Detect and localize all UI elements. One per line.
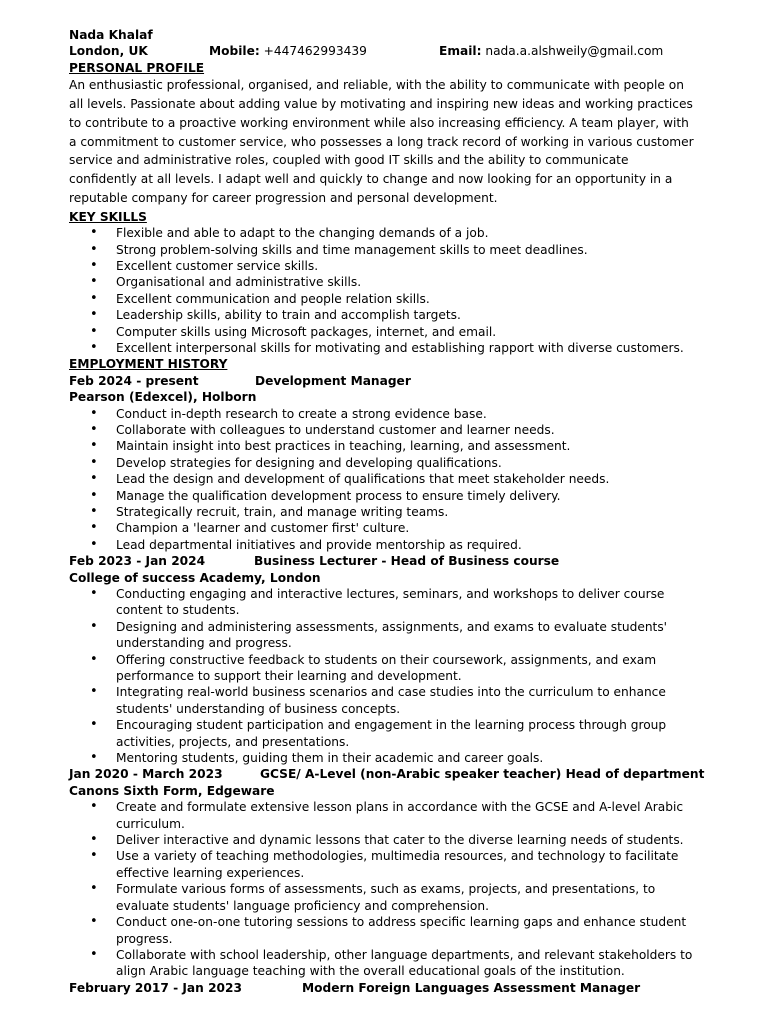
cv-document bbox=[69, 27, 705, 996]
job-title: GCSE/ A-Level (non-Arabic speaker teacher) Head of department bbox=[260, 767, 705, 782]
list-item: • Integrating real-world business scenarios and case studies into the curriculum to enhance students' understanding of business concepts. bbox=[69, 684, 699, 717]
email bbox=[439, 43, 663, 59]
list-item: • Formulate various forms of assessments, such as exams, projects, and presentations, to evaluate students' language proficiency and comprehension. bbox=[69, 881, 699, 914]
list-item: • Excellent customer service skills. bbox=[69, 258, 699, 274]
list-item: • Conduct in-depth research to create a strong evidence base. bbox=[69, 406, 699, 422]
list-item: • Strategically recruit, train, and manage writing teams. bbox=[69, 504, 699, 520]
list-item: • Develop strategies for designing and developing qualifications. bbox=[69, 455, 699, 471]
list-item: • Create and formulate extensive lesson plans in accordance with the GCSE and A-level Arabic curriculum. bbox=[69, 799, 699, 832]
list-item: • Mentoring students, guiding them in their academic and career goals. bbox=[69, 750, 699, 766]
list-item: • Computer skills using Microsoft packages, internet, and email. bbox=[69, 324, 699, 340]
job-dates: February 2017 - Jan 2023 bbox=[69, 980, 242, 995]
employment-heading: EMPLOYMENT HISTORY bbox=[69, 357, 228, 372]
job-title: Modern Foreign Languages Assessment Manager bbox=[302, 980, 641, 995]
job-title: Business Lecturer - Head of Business course bbox=[254, 554, 560, 569]
mobile bbox=[209, 43, 367, 59]
job-header bbox=[69, 980, 699, 996]
job-employer: Pearson (Edexcel), Holborn bbox=[69, 390, 257, 405]
job-dates: Feb 2024 - present bbox=[69, 373, 199, 388]
job-duties bbox=[69, 406, 699, 554]
list-item: • Encouraging student participation and engagement in the learning process through group activities, projects, and presentations. bbox=[69, 717, 699, 750]
list-item: • Lead departmental initiatives and provide mentorship as required. bbox=[69, 537, 699, 553]
job-dates: Jan 2020 - March 2023 bbox=[69, 767, 223, 782]
list-item: • Strong problem-solving skills and time management skills to meet deadlines. bbox=[69, 242, 699, 258]
list-item: • Designing and administering assessments, assignments, and exams to evaluate students' understanding and progress. bbox=[69, 619, 699, 652]
list-item: • Conducting engaging and interactive lectures, seminars, and workshops to deliver course content to students. bbox=[69, 586, 699, 619]
mobile-label: Mobile: bbox=[209, 44, 260, 59]
job-duties bbox=[69, 586, 699, 766]
list-item: • Champion a 'learner and customer first' culture. bbox=[69, 520, 699, 536]
list-item: • Maintain insight into best practices in teaching, learning, and assessment. bbox=[69, 438, 699, 454]
list-item: • Excellent interpersonal skills for motivating and establishing rapport with diverse customers. bbox=[69, 340, 699, 356]
list-item: • Excellent communication and people relation skills. bbox=[69, 291, 699, 307]
list-item: • Organisational and administrative skills. bbox=[69, 274, 699, 290]
contact-line bbox=[69, 43, 699, 59]
list-item: • Collaborate with colleagues to understand customer and learner needs. bbox=[69, 422, 699, 438]
list-item: • Offering constructive feedback to students on their coursework, assignments, and exam performance to support their learning and development. bbox=[69, 652, 699, 685]
profile-heading: PERSONAL PROFILE bbox=[69, 60, 205, 75]
job-employer: College of success Academy, London bbox=[69, 570, 321, 585]
job-header bbox=[69, 766, 705, 782]
list-item: • Use a variety of teaching methodologies, multimedia resources, and technology to facilitate effective learning experiences. bbox=[69, 848, 699, 881]
email-address[interactable]: nada.a.alshweily@gmail.com bbox=[485, 44, 664, 59]
candidate-name: Nada Khalaf bbox=[69, 28, 153, 42]
list-item: • Deliver interactive and dynamic lessons that cater to the diverse learning needs of students. bbox=[69, 832, 699, 848]
list-item: • Manage the qualification development process to ensure timely delivery. bbox=[69, 488, 699, 504]
mobile-number: +447462993439 bbox=[263, 44, 367, 59]
list-item: • Lead the design and development of qualifications that meet stakeholder needs. bbox=[69, 471, 699, 487]
job-employer: Canons Sixth Form, Edgeware bbox=[69, 783, 275, 798]
job-header bbox=[69, 373, 699, 389]
list-item: • Flexible and able to adapt to the changing demands of a job. bbox=[69, 225, 699, 241]
job-title: Development Manager bbox=[255, 373, 411, 388]
job-header bbox=[69, 553, 699, 569]
skills-heading: KEY SKILLS bbox=[69, 209, 147, 224]
job-dates: Feb 2023 - Jan 2024 bbox=[69, 554, 206, 569]
list-item: • Collaborate with school leadership, other language departments, and relevant stakeholders to align Arabic language teaching with the overall educational goals of the institution. bbox=[69, 947, 699, 980]
list-item: • Leadership skills, ability to train and accomplish targets. bbox=[69, 307, 699, 323]
location: London, UK bbox=[69, 44, 148, 59]
profile-text: An enthusiastic professional, organised, and reliable, with the ability to communicate with people on all levels. Passionate about adding value by motivating and inspiring new ideas and working practices to contribute to a proactive working environment while also increasing efficiency. A team player, with a commitment to customer service, who possesses a long track record of working in various customer service and administrative roles, coupled with good IT skills and the ability to communicate confidently at all levels. I adapt well and quickly to change and now looking for an opportunity in a reputable company for career progression and personal development. bbox=[69, 78, 694, 205]
list-item: • Conduct one-on-one tutoring sessions to address specific learning gaps and enhance student progress. bbox=[69, 914, 699, 947]
email-label: Email: bbox=[439, 44, 482, 59]
skills-list bbox=[69, 225, 699, 356]
job-duties bbox=[69, 799, 699, 979]
